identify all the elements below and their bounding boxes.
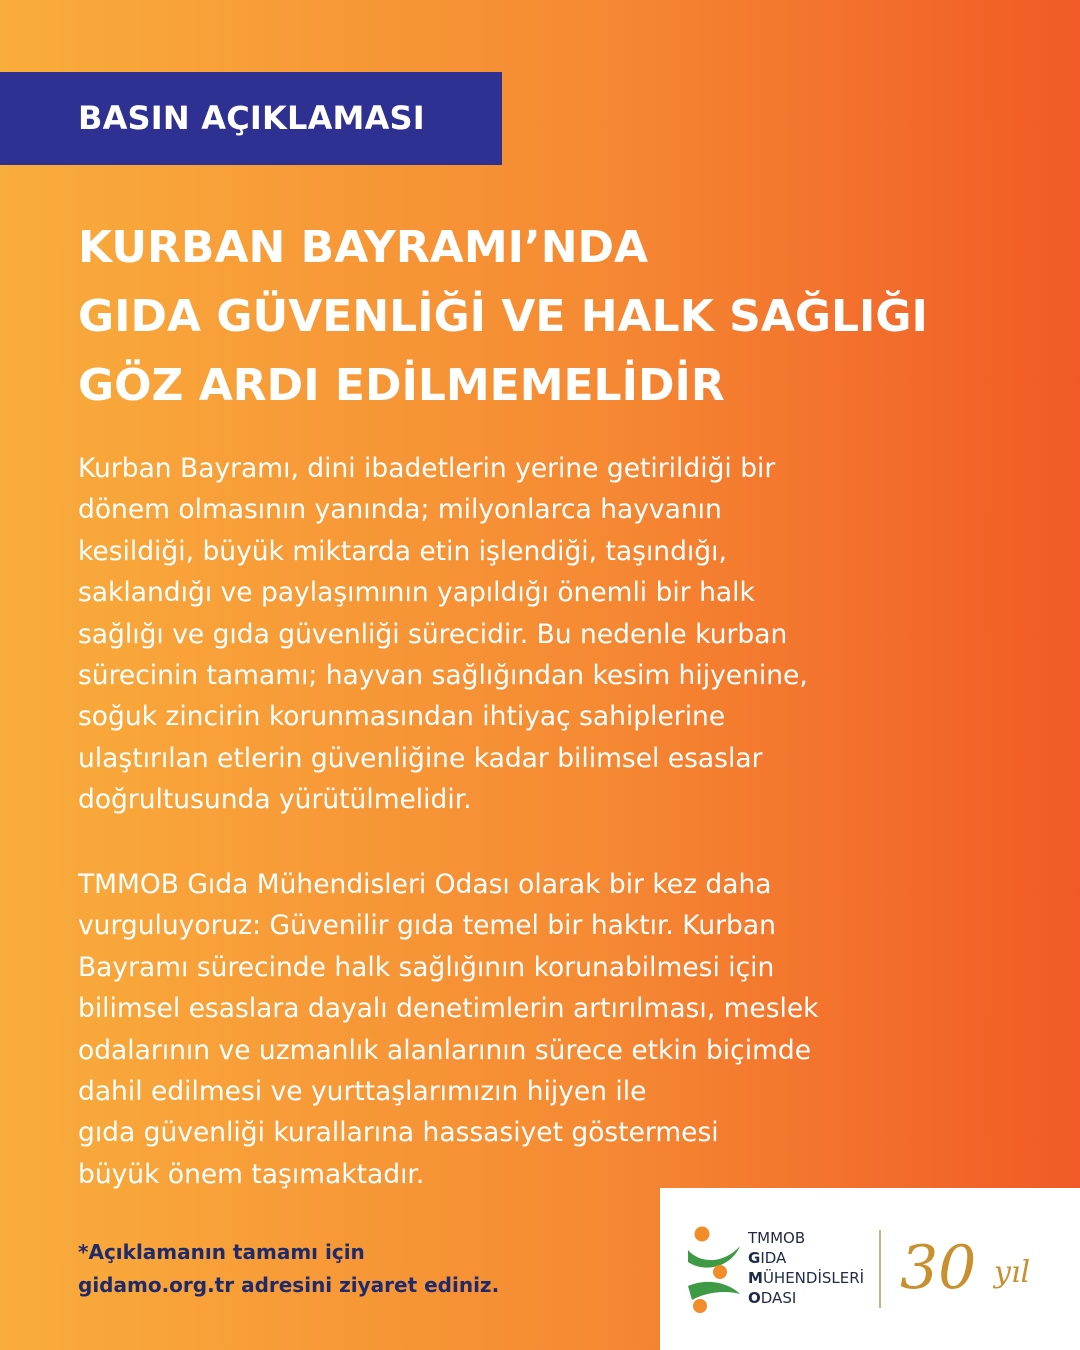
body-paragraph-2 [78, 864, 1038, 1195]
body-line: sağlığı ve gıda güvenliği sürecidir. Bu nedenle kurban [78, 618, 788, 650]
body-line: bilimsel esaslara dayalı denetimlerin artırılması, meslek [78, 993, 819, 1025]
body-line: odalarının ve uzmanlık alanlarının sürece etkin biçimde [78, 1034, 812, 1066]
body-line: TMMOB Gıda Mühendisleri Odası olarak bir kez daha [78, 869, 772, 900]
press-release-label-text: BASIN AÇIKLAMASI [78, 99, 425, 137]
logo-panel [660, 1188, 1080, 1350]
body-line: vurguluyoruz: Güvenilir gıda temel bir haktır. Kurban [78, 910, 776, 942]
body-line: büyük önem taşımaktadır. [78, 1158, 425, 1190]
gida-muhendisleri-emblem-icon [684, 1224, 744, 1314]
org-name-line: TMMOB [748, 1229, 806, 1247]
headline [78, 213, 1038, 420]
body-line: Bayramı sürecinde halk sağlığının korunabilmesi için [78, 951, 775, 983]
org-name [748, 1228, 864, 1308]
footnote-website-link[interactable]: gidamo.org.tr adresini ziyaret ediniz. [78, 1273, 500, 1297]
body-paragraph-1 [78, 448, 1038, 821]
body-line: ulaştırılan etlerin güvenliğine kadar bilimsel esaslar [78, 742, 763, 774]
body-line: soğuk zincirin korunmasından ihtiyaç sahiplerine [78, 701, 726, 733]
org-name-line: GIDA [748, 1249, 787, 1267]
headline-line: KURBAN BAYRAMI’NDA [78, 222, 649, 273]
headline-line: GIDA GÜVENLİĞİ VE HALK SAĞLIĞI [78, 291, 928, 342]
body-line: sürecinin tamamı; hayvan sağlığından kesim hijyenine, [78, 660, 808, 692]
body-line: dönem olmasının yanında; milyonlarca hayvanın [78, 494, 722, 526]
anniversary-number: 30 [900, 1233, 977, 1303]
body-line: saklandığı ve paylaşımının yapıldığı önemli bir halk [78, 577, 755, 609]
30-yil-badge-icon [894, 1224, 1064, 1304]
footnote [78, 1236, 499, 1302]
logo-divider [879, 1230, 881, 1308]
headline-line: GÖZ ARDI EDİLMEMELİDİR [78, 360, 725, 411]
body-line: Kurban Bayramı, dini ibadetlerin yerine getirildiği bir [78, 453, 776, 484]
body-line: gıda güvenliği kurallarına hassasiyet göstermesi [78, 1117, 719, 1149]
body-line: dahil edilmesi ve yurttaşlarımızın hijyen ile [78, 1076, 647, 1108]
org-name-line: ODASI [748, 1289, 797, 1307]
body-line: kesildiği, büyük miktarda etin işlendiği, taşındığı, [78, 535, 727, 567]
body-line: doğrultusunda yürütülmelidir. [78, 784, 472, 816]
anniversary-word: yıl [994, 1255, 1031, 1290]
org-name-line: MÜHENDİSLERİ [748, 1269, 865, 1287]
footnote-line: *Açıklamanın tamamı için [78, 1240, 365, 1264]
press-release-label [0, 72, 502, 165]
